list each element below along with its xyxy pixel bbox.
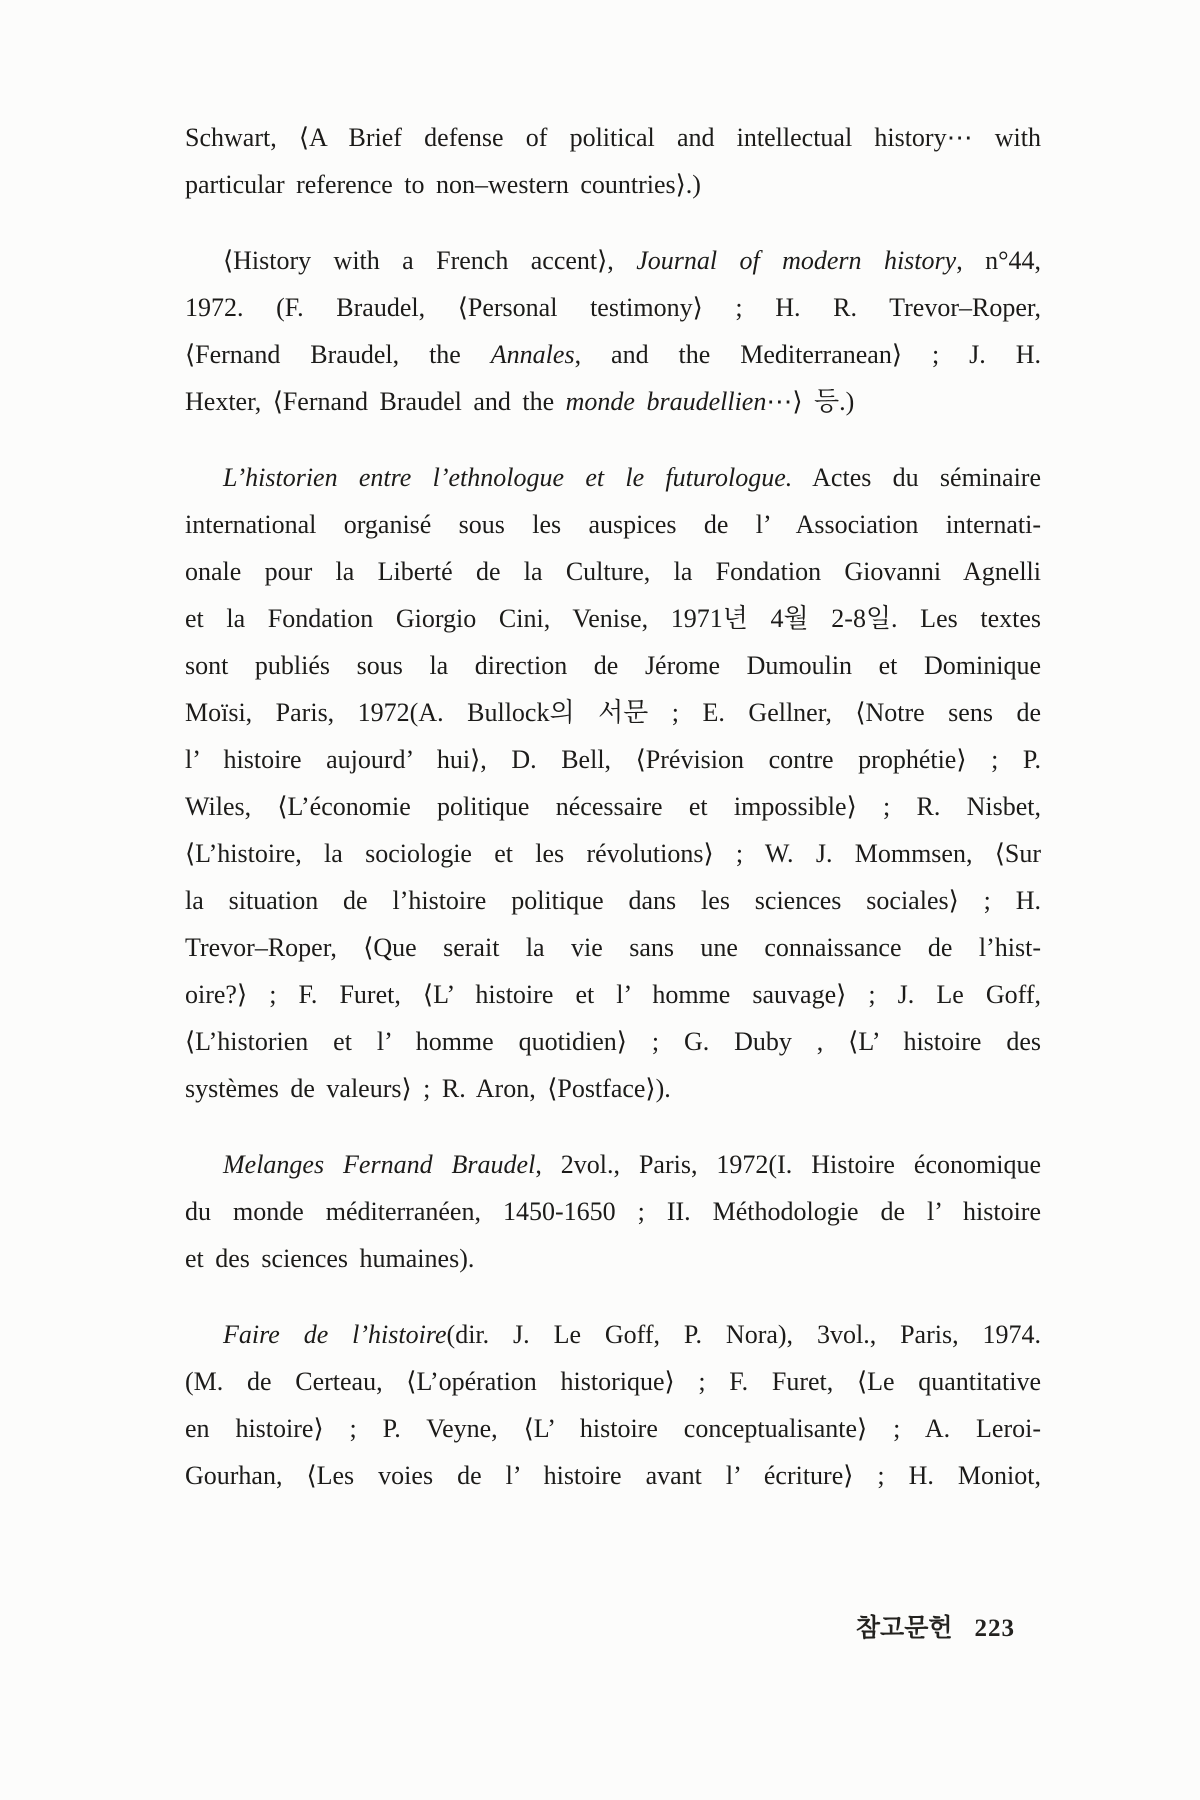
body-text: systèmes de valeurs⟩ ; R. Aron, ⟨Postface⟩). (185, 1074, 671, 1103)
body-text: Gourhan, ⟨Les voies de l’ histoire avant l’ écriture⟩ ; H. Moniot, (185, 1461, 1041, 1490)
text-line (185, 971, 1041, 1018)
bibliography-entry (185, 114, 1041, 208)
body-text: l’ histoire aujourd’ hui⟩, D. Bell, ⟨Prévision contre prophétie⟩ ; P. (185, 745, 1041, 774)
text-line (185, 642, 1041, 689)
text-line (185, 331, 1041, 378)
italic-title-text: L’historien entre l’ethnologue et le futurologue. (223, 463, 793, 492)
text-line (185, 1188, 1041, 1235)
text-line (185, 1235, 1041, 1282)
text-line (185, 736, 1041, 783)
body-text: , 2vol., Paris, 1972(I. Histoire économique (535, 1150, 1041, 1179)
bibliography-text (185, 114, 1041, 1499)
text-line (185, 1358, 1041, 1405)
text-line (185, 237, 1041, 284)
body-text: international organisé sous les auspices de l’ Association internati- (185, 510, 1041, 539)
text-line (185, 1452, 1041, 1499)
page-footer (856, 1612, 1015, 1646)
text-line (185, 689, 1041, 736)
italic-title-text: Faire de l’histoire (223, 1320, 447, 1349)
body-text: Actes du séminaire (792, 463, 1041, 492)
body-text: particular reference to non–western countries⟩.) (185, 170, 701, 199)
italic-title-text: Annales (490, 340, 575, 369)
body-text: , n°44, (956, 246, 1041, 275)
text-line (185, 378, 1041, 425)
body-text: ⟨Fernand Braudel, the (185, 340, 491, 369)
text-line (185, 114, 1041, 161)
body-text: Hexter, ⟨Fernand Braudel and the (185, 387, 566, 416)
text-line (185, 454, 1041, 501)
body-text: (M. de Certeau, ⟨L’opération historique⟩ ; F. Furet, ⟨Le quantitative (185, 1367, 1041, 1396)
body-text: et des sciences humaines). (185, 1244, 475, 1273)
body-text: Schwart, ⟨A Brief defense of political and intellectual history⋯ with (185, 123, 1041, 152)
text-line (185, 1405, 1041, 1452)
body-text: du monde méditerranéen, 1450-1650 ; II. Méthodologie de l’ histoire (185, 1197, 1041, 1226)
body-text: en histoire⟩ ; P. Veyne, ⟨L’ histoire conceptualisante⟩ ; A. Leroi- (185, 1414, 1041, 1443)
body-text: Wiles, ⟨L’économie politique nécessaire et impossible⟩ ; R. Nisbet, (185, 792, 1041, 821)
body-text: Trevor–Roper, ⟨Que serait la vie sans une connaissance de l’hist- (185, 933, 1041, 962)
text-line (185, 548, 1041, 595)
body-text: 1972. (F. Braudel, ⟨Personal testimony⟩ ; H. R. Trevor–Roper, (185, 293, 1041, 322)
text-line (185, 1065, 1041, 1112)
text-line (185, 1141, 1041, 1188)
italic-title-text: monde braudellien (565, 387, 767, 416)
body-text: onale pour la Liberté de la Culture, la Fondation Giovanni Agnelli (185, 557, 1041, 586)
body-text: ⟨L’histoire, la sociologie et les révolutions⟩ ; W. J. Mommsen, ⟨Sur (185, 839, 1041, 868)
italic-title-text: Melanges Fernand Braudel (223, 1150, 536, 1179)
body-text: , and the Mediterranean⟩ ; J. H. (574, 340, 1041, 369)
text-line (185, 501, 1041, 548)
text-line (185, 161, 1041, 208)
bibliography-entry (185, 1311, 1041, 1499)
text-line (185, 783, 1041, 830)
body-text: oire?⟩ ; F. Furet, ⟨L’ histoire et l’ homme sauvage⟩ ; J. Le Goff, (185, 980, 1041, 1009)
text-line (185, 1018, 1041, 1065)
body-text: sont publiés sous la direction de Jérome Dumoulin et Dominique (185, 651, 1041, 680)
italic-title-text: Journal of modern history (636, 246, 957, 275)
text-line (185, 924, 1041, 971)
bibliography-entry (185, 454, 1041, 1112)
footer-page-number: 223 (974, 1615, 1015, 1642)
body-text: ⋯⟩ 등.) (766, 387, 855, 416)
body-text: la situation de l’histoire politique dans les sciences sociales⟩ ; H. (185, 886, 1041, 915)
text-line (185, 830, 1041, 877)
footer-section-label: 참고문헌 (855, 1615, 953, 1642)
text-line (185, 595, 1041, 642)
bibliography-entry (185, 237, 1041, 425)
text-line (185, 877, 1041, 924)
bibliography-entry (185, 1141, 1041, 1282)
body-text: (dir. J. Le Goff, P. Nora), 3vol., Paris, 1974. (446, 1320, 1042, 1349)
body-text: Moïsi, Paris, 1972(A. Bullock의 서문 ; E. Gellner, ⟨Notre sens de (185, 698, 1041, 727)
text-line (185, 284, 1041, 331)
text-line (185, 1311, 1041, 1358)
body-text: et la Fondation Giorgio Cini, Venise, 1971년 4월 2-8일. Les textes (185, 604, 1041, 633)
body-text: ⟨L’historien et l’ homme quotidien⟩ ; G. Duby , ⟨L’ histoire des (185, 1027, 1041, 1056)
body-text: ⟨History with a French accent⟩, (223, 246, 637, 275)
